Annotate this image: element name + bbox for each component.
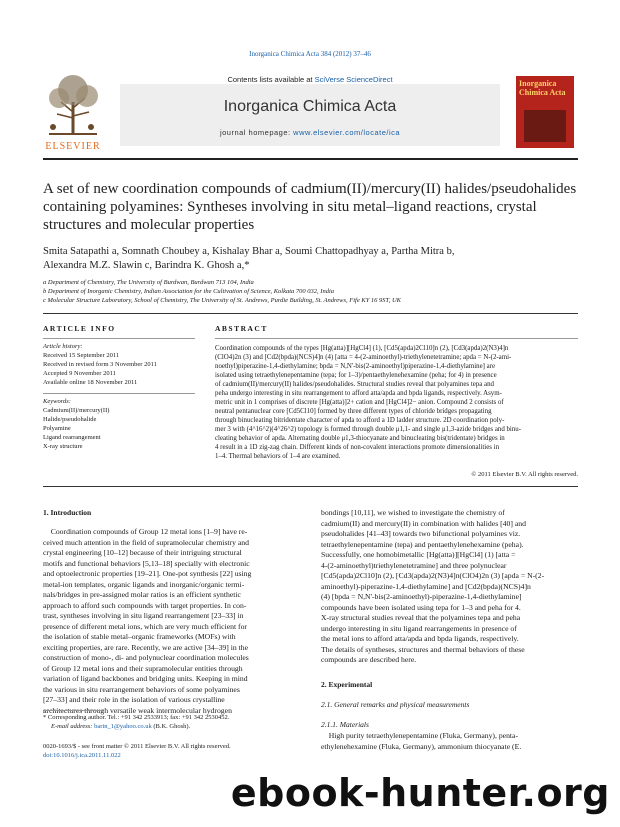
email-suffix: (B.K. Ghosh). xyxy=(151,723,191,730)
intro-line: motifs and functional behaviors [5,13–18] specially with electronic xyxy=(43,558,250,568)
intro-line: and optoelectronic properties [19–21]. One-pot synthesis [22] using xyxy=(43,569,252,578)
watermark-text: ebook-hunter.org xyxy=(230,771,610,815)
section-2-heading: 2. Experimental xyxy=(321,680,373,689)
elsevier-logo xyxy=(43,72,103,152)
intro-line: compounds have been isolated using tepa for 1–3 and peha for 4. xyxy=(321,602,521,612)
section-2-1-heading: 2.1. General remarks and physical measurements xyxy=(321,700,470,709)
intro-line: crystal engineering [10–12] because of their intriguing structural xyxy=(43,548,242,557)
intro-line: compounds are described here. xyxy=(321,655,417,664)
intro-line: the various in situ rearrangement behaviors of some polyamines xyxy=(43,684,240,694)
abstract-line: 1–4. Thermal behaviors of 1–4 are examined. xyxy=(215,453,341,460)
intro-line: The details of syntheses, structures and thermal behaviors of these xyxy=(321,644,525,654)
introduction-body xyxy=(43,527,301,716)
journal-citation[interactable]: Inorganica Chimica Acta 384 (2012) 37–46 xyxy=(249,50,371,58)
doi-link[interactable]: doi:10.1016/j.ica.2011.11.022 xyxy=(43,752,121,759)
keyword-item: Halide/pseudohalide xyxy=(43,416,97,423)
authors-line-1: Smita Satapathi a, Somnath Choubey a, Kishalay Bhar a, Soumi Chattopadhyay a, Partha Mitra b, xyxy=(43,246,455,257)
intro-line: undergo interesting in situ ligand rearrangements in presence of xyxy=(321,623,517,633)
journal-name: Inorganica Chimica Acta xyxy=(223,98,397,115)
authors-line-2: Alexandra M.Z. Slawin c, Barindra K. Ghosh a,* xyxy=(43,260,250,271)
keywords-label: Keywords: xyxy=(43,398,71,405)
intro-line: Coordination compounds of Group 12 metal ions [1–9] have re- xyxy=(43,527,248,536)
abstract-line: noethyl)piperazine-1,4-diethylamine; bpda = N,N'-bis(2-aminoethyl)piperazine-1,4-diethylamine] are xyxy=(215,363,496,370)
intro-line: bondings [10,11], we wished to investigate the chemistry of xyxy=(321,508,505,517)
issn-line: 0020-1693/$ - see front matter © 2011 Elsevier B.V. All rights reserved. xyxy=(43,743,231,750)
article-info-rule xyxy=(43,338,195,339)
intro-line: aminoethyl)-piperazine-1,4-diethylamine] and [Cd2(bpda)(NCS)4]n xyxy=(321,581,531,591)
abstract-line: cleating behavior of apda. Alternating double μ1,3-thiocyanate and binucleating bis(tridentate) bridges in xyxy=(215,435,505,442)
homepage-label: journal homepage: xyxy=(219,128,294,137)
intro-line: architectures through versatile weak intermolecular hydrogen xyxy=(43,705,232,715)
section-2-1-1-heading: 2.1.1. Materials xyxy=(321,720,369,729)
article-title: A set of new coordination compounds of cadmium(II)/mercury(II) halides/pseudohalides containing polyamines: Syntheses involving in situ metal–ligand reactions, crystal structures and molecular properties xyxy=(43,181,577,233)
abstract-line: (ClO4)2n (3) and [Cd2(bpda)(NCS)4]n (4) [atta = 4-(2-aminoethyl)-triethylenetetramine; apda = N-(2-ami- xyxy=(215,354,512,361)
intro-line: cadmium(II) and mercury(II) in combination with halides [40] and xyxy=(321,518,526,528)
intro-line: 4-(2-aminoethyl)triethylenetetramine] and three polynuclear xyxy=(321,560,507,570)
affiliation-rule xyxy=(43,313,578,314)
homepage-line xyxy=(120,128,500,137)
email-label: E-mail address: xyxy=(51,723,95,730)
abstract-line: isolated using tetraethylenepentamine (tepa; for 1–3)/pentaethylenehexamine (peha; for 4) in presence xyxy=(215,372,497,379)
affiliation-b: b Department of Inorganic Chemistry, Indian Association for the Cultivation of Science, Kolkata 700 032, India xyxy=(43,288,335,295)
abstract-rule xyxy=(215,338,578,339)
keyword-item: Ligand rearrangement xyxy=(43,434,101,441)
affiliation-a: a Department of Chemistry, The University of Burdwan, Burdwan 713 104, India xyxy=(43,279,254,286)
affiliation-c: c Molecular Structure Laboratory, School of Chemistry, The University of St. Andrews, Purdie Building, St. Andrews, Fife KY 16 9ST, UK xyxy=(43,297,401,304)
intro-line: the metal ions to afford atta/apda and bpda ligands, respectively. xyxy=(321,634,519,643)
history-label: Article history: xyxy=(43,343,83,350)
intro-line: exciting properties, are rare. Recently, we are active [34–39] in the xyxy=(43,642,249,652)
history-accepted: Accepted 9 November 2011 xyxy=(43,370,116,377)
header-rule xyxy=(43,158,578,160)
abstract-line: through binucleating bitridentate character of apda to afford a 1D ladder structure. 2D coordination poly- xyxy=(215,417,505,424)
abstract-line: of cadmium(II)/mercury(II) halides/pseudohalides. Structural studies reveal that polyamines tepa and xyxy=(215,381,494,388)
intro-line: tetraethylenepentamine (tepa) and pentaethylenehexamine (peha). xyxy=(321,539,524,549)
publisher-name: ELSEVIER xyxy=(45,141,101,152)
tree-logo-icon xyxy=(43,72,103,136)
abstract-line: peha undergo interesting in situ rearrangement to afford atta/apda and bpda ligands, respectively. Asym- xyxy=(215,390,502,397)
intro-line: presence of different metal ions, which are very much efficient for xyxy=(43,621,247,631)
keywords-rule xyxy=(43,393,195,394)
intro-line: Successfully, one homobimetallic [Hg(atta)][HgCl4] (1) [atta = xyxy=(321,550,516,559)
materials-body xyxy=(321,731,579,752)
journal-cover-image xyxy=(516,76,574,148)
intro-line: variation of ligand backbones and bridging units. Keeping in mind xyxy=(43,674,248,683)
intro-line: [Cd5(apda)2Cl10]n (2), [Cd3(apda)2(N3)4]n(ClO4)2n (3) [apda = N-(2- xyxy=(321,571,545,580)
keyword-item: X-ray structure xyxy=(43,443,83,450)
article-info-heading: ARTICLE INFO xyxy=(43,324,116,333)
abstract-line: metric unit in 1 comprises of discrete [Hg(atta)]2+ cation and [HgCl4]2− anion. Compound 2 consists of xyxy=(215,399,504,406)
intro-line: trast, syntheses involving in situ ligand rearrangement [23–33] in xyxy=(43,611,244,620)
contents-prefix: Contents lists available at xyxy=(227,75,315,84)
abstract-heading: ABSTRACT xyxy=(215,324,268,333)
section-1-heading: 1. Introduction xyxy=(43,508,92,517)
intro-line: of Group 12 metal ions and their supramolecular entities through xyxy=(43,663,243,673)
homepage-link[interactable]: www.elsevier.com/locate/ica xyxy=(293,128,401,137)
intro-line: [27–33] and their role in the isolation of various crystalline xyxy=(43,695,225,704)
intro-line: X-ray structural studies reveal that the polyamines tepa and peha xyxy=(321,613,521,622)
sciverse-link[interactable]: SciVerse ScienceDirect xyxy=(314,75,393,84)
cover-title: Inorganica Chimica Acta xyxy=(519,79,566,97)
intro-line: nals/bridges in pre-assigned molar ratios is an efficient synthetic xyxy=(43,590,241,599)
abstract-line: 4 result in a 1D zig-zag chain. Different kinds of non-covalent interactions promote dimensionalities in xyxy=(215,444,500,451)
materials-line: ethylenehexamine (Fluka, Germany), ammonium thiocyanate (E. xyxy=(321,741,522,751)
contents-line xyxy=(120,75,500,84)
intro-line: construction of mono-, di- and polynuclear coordination molecules xyxy=(43,653,249,662)
materials-line: High purity tetraethylenepentamine (Fluka, Germany), penta- xyxy=(321,731,519,740)
abstract-bottom-rule xyxy=(43,486,578,487)
intro-line: (4) [bpda = N,N'-bis(2-aminoethyl)-piperazine-1,4-diethylamine] xyxy=(321,592,522,601)
abstract-line: Coordination compounds of the types [Hg(atta)][HgCl4] (1), [Cd5(apda)2Cl10]n (2), [Cd3(apda)2(N3)4]n xyxy=(215,345,509,352)
history-online: Available online 18 November 2011 xyxy=(43,379,138,386)
abstract-body xyxy=(215,344,578,461)
corresponding-author-note: * Corresponding author. Tel.: +91 342 2533913; fax: +91 342 2530452. xyxy=(43,714,230,721)
intro-line: approach to afford such compounds with target properties. In con- xyxy=(43,600,247,610)
footnote-rule xyxy=(43,710,103,711)
email-link[interactable]: barin_1@yahoo.co.uk xyxy=(94,723,152,730)
intro-line: metal-ion templates, organic ligands and inorganic/organic termi- xyxy=(43,579,245,589)
copyright-notice: © 2011 Elsevier B.V. All rights reserved. xyxy=(471,471,578,478)
history-revised: Received in revised form 3 November 2011 xyxy=(43,361,157,368)
abstract-line: neutral pentanuclear core [Cd5Cl10] formed by three different types of chloride bridges propagating xyxy=(215,408,492,415)
keyword-item: Polyamine xyxy=(43,425,71,432)
abstract-line: mer 3 with (4^16^2)(4^26^2) topology is formed through double μ1,1- and single μ1,3-azide bridges and binu- xyxy=(215,426,522,433)
intro-line: the isolation of stable metal–organic frameworks (MOFs) with xyxy=(43,632,236,641)
introduction-body-continued xyxy=(321,508,579,666)
history-received: Received 15 September 2011 xyxy=(43,352,120,359)
intro-line: pseudohalides [41–43] towards two bifunctional polyamines viz. xyxy=(321,529,521,538)
intro-line: ceived much attention in the field of supramolecular chemistry and xyxy=(43,537,249,547)
cover-art xyxy=(524,110,566,142)
email-note xyxy=(51,723,301,732)
keyword-item: Cadmium(II)/mercury(II) xyxy=(43,407,110,414)
